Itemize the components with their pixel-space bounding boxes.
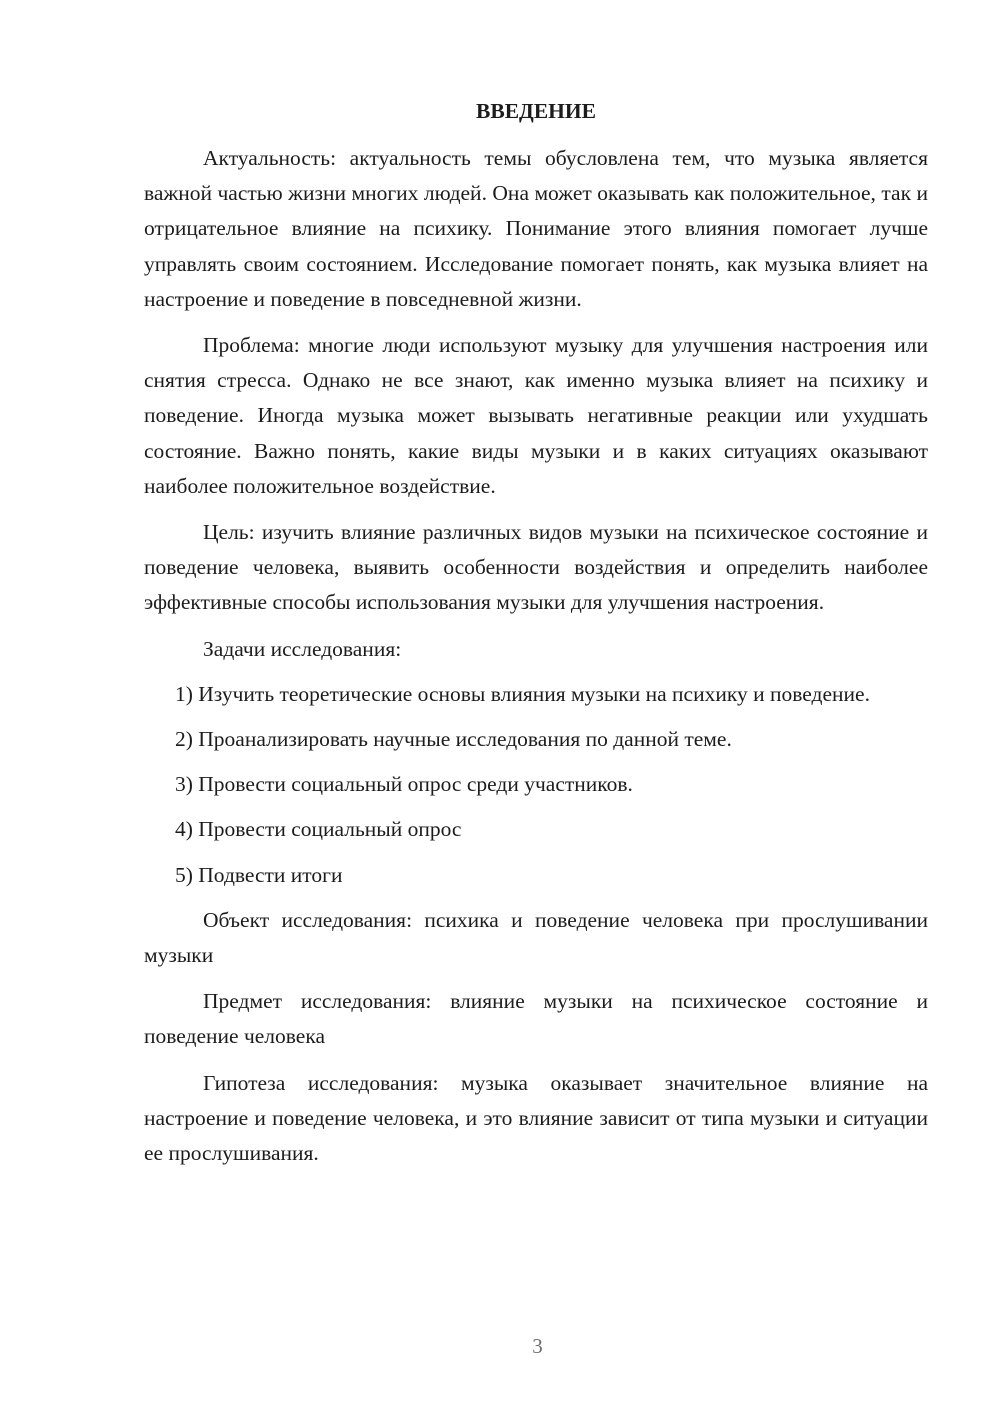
goal-paragraph: Цель: изучить влияние различных видов музыки на психическое состояние и поведение человека, выявить особенности воздействия и определить наиболее эффективные способы использования музыки для улучшения настроения. [144, 520, 928, 615]
page-content [144, 94, 928, 1182]
task-item: 4) Провести социальный опрос [175, 817, 462, 842]
page-number: 3 [532, 1334, 543, 1358]
problem-paragraph: Проблема: многие люди используют музыку для улучшения настроения или снятия стресса. Однако не все знают, как именно музыка влияет на психику и поведение. Иногда музыка может вызывать негативные реакции или ухудшать состояние. Важно понять, какие виды музыки и в каких ситуациях оказывают наиболее положительное воздействие. [144, 333, 928, 498]
section-title: ВВЕДЕНИЕ [476, 99, 596, 123]
task-item: 2) Проанализировать научные исследования по данной теме. [175, 727, 732, 752]
relevance-paragraph: Актуальность: актуальность темы обусловлена тем, что музыка является важной частью жизни многих людей. Она может оказывать как положительное, так и отрицательное влияние на психику. Понимание этого влияния помогает лучше управлять своим состоянием. Исследование помогает понять, как музыка влияет на настроение и поведение в повседневной жизни. [144, 146, 928, 311]
tasks-heading: Задачи исследования: [203, 636, 402, 661]
subject-paragraph: Предмет исследования: влияние музыки на психическое состояние и поведение человека [144, 989, 928, 1049]
task-item: 1) Изучить теоретические основы влияния музыки на психику и поведение. [175, 681, 870, 706]
task-item: 5) Подвести итоги [175, 862, 343, 887]
hypothesis-paragraph: Гипотеза исследования: музыка оказывает значительное влияние на настроение и поведение человека, и это влияние зависит от типа музыки и ситуации ее прослушивания. [144, 1070, 928, 1166]
task-item: 3) Провести социальный опрос среди участников. [175, 772, 633, 797]
object-paragraph: Объект исследования: психика и поведение человека при прослушивании музыки [144, 907, 928, 968]
